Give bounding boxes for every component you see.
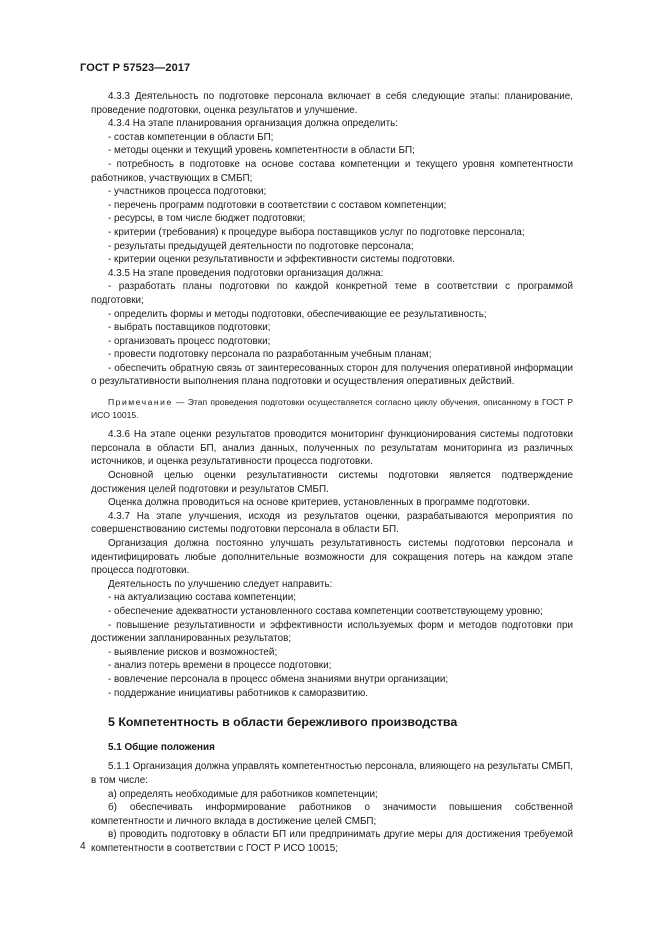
paragraph: Оценка должна проводиться на основе критериев, установленных в программе подготовки. (108, 497, 530, 509)
list-item: - ресурсы, в том числе бюджет подготовки; (108, 213, 306, 225)
list-item: - поддержание инициативы работников к саморазвитию. (108, 687, 368, 699)
list-item: - методы оценки и текущий уровень компетентности в области БП; (108, 145, 415, 157)
paragraph-4-3-4: 4.3.4 На этапе планирования организация должна определить: (108, 118, 399, 130)
section-title: 5 Компетентность в области бережливого производства (108, 715, 458, 730)
list-item: - результаты предыдущей деятельности по подготовке персонала; (108, 240, 414, 252)
list-item: - повышение результативности и эффективности используемых форм и методов подготовки при достижении запланированных результатов; (91, 619, 573, 645)
list-item: - определить формы и методы подготовки, обеспечивающие ее результативность; (108, 308, 487, 320)
list-item: б) обеспечивать информирование работников о значимости повышения собственной компетентности и личного вклада в достижение целей СМБП; (91, 802, 573, 827)
list-item: - организовать процесс подготовки; (108, 335, 271, 347)
list-item: - обеспечить обратную связь от заинтересованных сторон для получения оперативной информации о результативности выполнения плана подготовки и осуществления оперативных действий. (91, 362, 573, 388)
list-item: - разработать планы подготовки по каждой конкретной теме в соответствии с программой подготовки; (91, 281, 573, 306)
list-item: - на актуализацию состава компетенции; (108, 592, 296, 604)
list-item: - потребность в подготовке на основе состава компетенции и текущего уровня компетентности работников, участвующих в СМБП; (91, 158, 573, 184)
list-item: - перечень программ подготовки в соответствии с составом компетенции; (108, 199, 447, 211)
document-header: ГОСТ Р 57523—2017 (80, 62, 191, 74)
paragraph-4-3-6: 4.3.6 На этапе оценки результатов проводится мониторинг функционирования системы подготовки персонала в области БП, анализ данных, полученных по результатам мониторинга из различных источников, и оценка результативности процесса подготовки. (91, 429, 573, 468)
list-item: - анализ потерь времени в процессе подготовки; (108, 660, 332, 672)
paragraph: Организация должна постоянно улучшать результативность системы подготовки персонала и идентифицировать любые дополнительные возможности для сокращения потерь на каждом этапе процесса подготовки. (91, 538, 573, 577)
note-text: — Этап проведения подготовки осуществляется согласно циклу обучения, описанному в ГОСТ Р ИСО 10015. (91, 397, 573, 420)
list-item: - вовлечение персонала в процесс обмена знаниями внутри организации; (108, 673, 449, 685)
paragraph: Основной целью оценки результативности системы подготовки является подтверждение достижения целей подготовки и результатов СМБП. (91, 470, 573, 495)
list-item: в) проводить подготовку в области БП или предпринимать другие меры для достижения требуемой компетентности в соответствии с ГОСТ Р ИСО 10015; (91, 829, 573, 854)
note (91, 396, 573, 421)
paragraph-4-3-7: 4.3.7 На этапе улучшения, исходя из результатов оценки, разрабатываются мероприятия по совершенствованию системы подготовки персонала в области БП. (91, 510, 573, 536)
list-item: - состав компетенции в области БП; (108, 131, 274, 143)
page-number: 4 (80, 841, 86, 852)
list-item: - провести подготовку персонала по разработанным учебным планам; (108, 349, 432, 361)
paragraph-5-1-1: 5.1.1 Организация должна управлять компетентностью персонала, влияющего на результаты СМБП, в том числе: (91, 761, 573, 786)
list-item: - обеспечение адекватности установленного состава компетенции соответствующему уровню; (108, 605, 543, 617)
paragraph-4-3-5: 4.3.5 На этапе проведения подготовки организация должна: (108, 267, 384, 279)
document-body (91, 90, 573, 855)
subsection-title: 5.1 Общие положения (108, 741, 215, 753)
list-item: - участников процесса подготовки; (108, 186, 267, 198)
paragraph-4-3-3: 4.3.3 Деятельность по подготовке персонала включает в себя следующие этапы: планирование, проведение подготовки, оценка результатов и улучшение. (91, 91, 573, 116)
list-item: а) определять необходимые для работников компетенции; (108, 788, 378, 800)
note-label: Примечание (108, 397, 173, 408)
list-item: - выявление рисков и возможностей; (108, 646, 278, 658)
list-item: - критерии оценки результативности и эффективности системы подготовки. (108, 254, 455, 266)
paragraph: Деятельность по улучшению следует направить: (108, 578, 333, 590)
list-item: - критерии (требования) к процедуре выбора поставщиков услуг по подготовке персонала; (108, 226, 525, 238)
list-item: - выбрать поставщиков подготовки; (108, 322, 271, 334)
